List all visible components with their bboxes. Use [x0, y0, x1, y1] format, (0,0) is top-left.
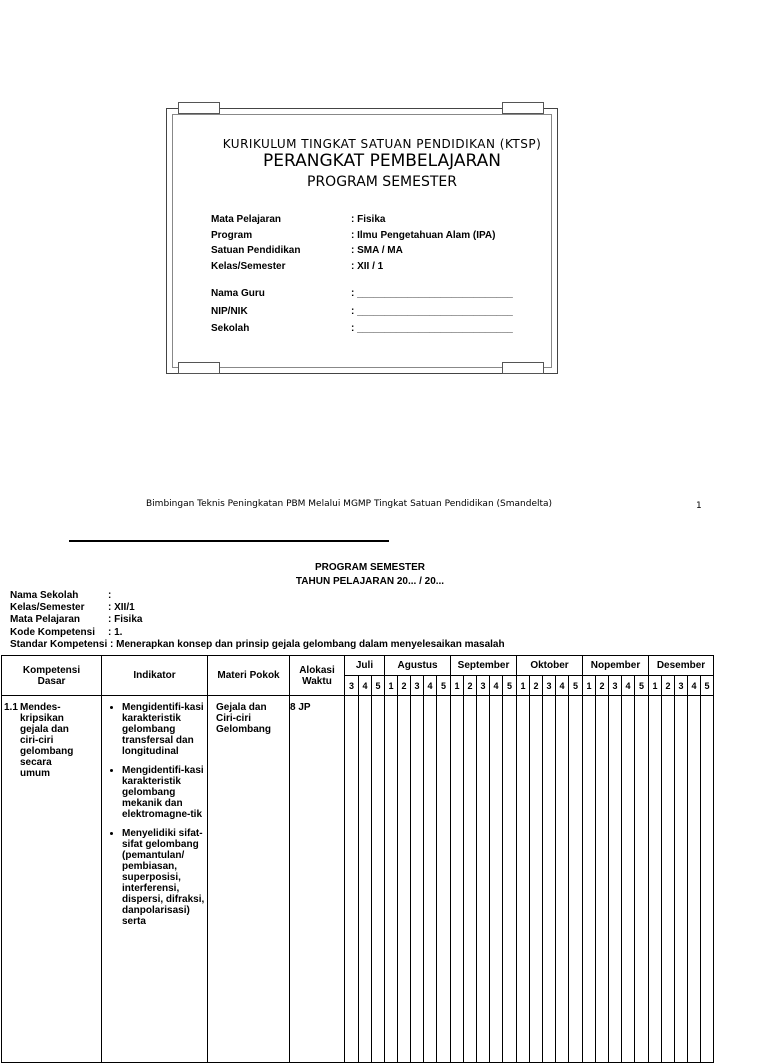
month-oktober: Oktober [517, 656, 583, 676]
schedule-cell [609, 696, 622, 1063]
indikator-cell [102, 696, 208, 1063]
standar-kompetensi: Standar Kompetensi : Menerapkan konsep dan prinsip gejala gelombang dalam menyelesaikan masalah [10, 639, 505, 650]
month-september: September [451, 656, 517, 676]
schedule-cell [345, 696, 359, 1063]
info-row: Nama Sekolah : [10, 590, 112, 601]
week-cell: 2 [596, 676, 609, 696]
header-alokasi-waktu: Alokasi Waktu [290, 656, 345, 696]
kompetensi-dasar-cell [2, 696, 102, 1063]
schedule-cell [517, 696, 530, 1063]
week-cell: 3 [675, 676, 688, 696]
program-title: PROGRAM SEMESTER [314, 562, 425, 573]
frame-corner-bl [178, 362, 220, 374]
week-cell: 5 [635, 676, 649, 696]
month-nopember: Nopember [583, 656, 649, 676]
header-kompetensi-dasar: Kompetensi Dasar [2, 656, 102, 696]
schedule-cell [385, 696, 398, 1063]
week-cell: 2 [464, 676, 477, 696]
alokasi-waktu-cell: 8 JP [290, 696, 345, 1063]
week-cell: 5 [701, 676, 714, 696]
week-cell: 1 [583, 676, 596, 696]
week-cell: 4 [359, 676, 372, 696]
program-semester-table [1, 655, 714, 1063]
week-cell: 3 [609, 676, 622, 696]
info-row: Mata Pelajaran : Fisika [10, 614, 143, 625]
week-cell: 1 [451, 676, 464, 696]
schedule-cell [635, 696, 649, 1063]
week-cell: 4 [622, 676, 635, 696]
week-cell: 4 [556, 676, 569, 696]
week-cell: 2 [398, 676, 411, 696]
materi-pokok-cell: Gejala dan Ciri-ciri Gelombang [208, 696, 290, 1063]
schedule-cell [530, 696, 543, 1063]
schedule-cell [688, 696, 701, 1063]
schedule-cell [359, 696, 372, 1063]
schedule-cell [556, 696, 569, 1063]
schedule-cell [411, 696, 424, 1063]
page-number: 1 [696, 501, 702, 511]
week-cell: 3 [345, 676, 359, 696]
indikator-item: • Mengidentifi-kasi karakteristik gelombang mekanik dan elektromagne-tik [122, 765, 207, 820]
week-cell: 4 [424, 676, 437, 696]
week-cell: 1 [649, 676, 662, 696]
schedule-cell [675, 696, 688, 1063]
week-cell: 5 [569, 676, 583, 696]
schedule-cell [424, 696, 437, 1063]
week-cell: 5 [503, 676, 517, 696]
schedule-cell [503, 696, 517, 1063]
week-cell: 1 [385, 676, 398, 696]
cover-line-program: PROGRAM SEMESTER [307, 174, 457, 190]
indikator-item: • Menyelidiki sifat-sifat gelombang (pemantulan/ pembiasan, superposisi, interferensi, dispersi, difraksi, danpolarisasi) serta [122, 828, 207, 927]
separator-rule [69, 540, 389, 542]
week-cell: 4 [490, 676, 503, 696]
schedule-cell [622, 696, 635, 1063]
week-cell: 5 [372, 676, 385, 696]
week-cell: 4 [688, 676, 701, 696]
schedule-cell [662, 696, 675, 1063]
page-footer: Bimbingan Teknis Peningkatan PBM Melalui MGMP Tingkat Satuan Pendidikan (Smandelta) [146, 499, 553, 509]
schedule-cell [451, 696, 464, 1063]
schedule-cell [543, 696, 556, 1063]
week-cell: 3 [477, 676, 490, 696]
week-cell: 3 [411, 676, 424, 696]
schedule-cell [437, 696, 451, 1063]
schedule-cell [490, 696, 503, 1063]
cover-line-perangkat: PERANGKAT PEMBELAJARAN [263, 151, 501, 171]
cover-line-ktsp: KURIKULUM TINGKAT SATUAN PENDIDIKAN (KTSP) [222, 137, 542, 151]
kd-number: 1.1 [4, 702, 18, 713]
schedule-cell [596, 696, 609, 1063]
table-row [2, 696, 714, 1063]
schedule-cell [398, 696, 411, 1063]
month-desember: Desember [649, 656, 714, 676]
frame-corner-tr [502, 102, 544, 114]
frame-corner-br [502, 362, 544, 374]
header-indikator: Indikator [102, 656, 208, 696]
header-materi-pokok: Materi Pokok [208, 656, 290, 696]
indikator-item: • Mengidentifi-kasi karakteristik gelombang transfersal dan longitudinal [122, 702, 207, 757]
schedule-cell [701, 696, 714, 1063]
month-agustus: Agustus [385, 656, 451, 676]
month-juli: Juli [345, 656, 385, 676]
schedule-cell [477, 696, 490, 1063]
week-cell: 1 [517, 676, 530, 696]
schedule-cell [464, 696, 477, 1063]
kd-text: Mendes-kripsikan gejala dan ciri-ciri gelombang secara umum [20, 702, 74, 779]
schedule-cell [372, 696, 385, 1063]
schedule-cell [649, 696, 662, 1063]
week-cell: 3 [543, 676, 556, 696]
week-cell: 5 [437, 676, 451, 696]
info-row: Kode Kompetensi : 1. [10, 627, 123, 638]
schedule-cell [583, 696, 596, 1063]
frame-corner-tl [178, 102, 220, 114]
schedule-cell [569, 696, 583, 1063]
info-row: Kelas/Semester : XII/1 [10, 602, 135, 613]
week-cell: 2 [530, 676, 543, 696]
program-year: TAHUN PELAJARAN 20... / 20... [295, 576, 445, 587]
week-cell: 2 [662, 676, 675, 696]
